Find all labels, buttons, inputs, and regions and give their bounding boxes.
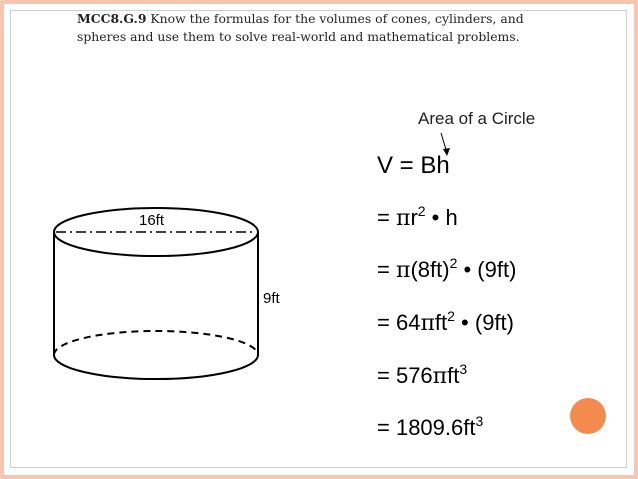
diameter-label: 16ft xyxy=(139,212,165,229)
equation-line-3 xyxy=(377,257,516,283)
equation-line-2 xyxy=(377,205,458,231)
eq4-exponent: 2 xyxy=(447,308,455,324)
eq4-suffix: • (9ft) xyxy=(454,310,514,335)
standard-line2: spheres and use them to solve real-world and mathematical problems. xyxy=(77,29,520,44)
eq6-prefix: = 1809.6ft xyxy=(377,415,476,440)
eq3-pi: π xyxy=(395,258,411,283)
eq2-pi: π xyxy=(395,206,411,231)
eq5-pi: π xyxy=(432,364,448,389)
standard-line1: Know the formulas for the volumes of cones, cylinders, and xyxy=(146,11,524,26)
equation-line-1: V = Bh xyxy=(377,152,450,179)
cylinder-bottom-front xyxy=(54,355,258,379)
equation-line-5 xyxy=(377,363,467,389)
eq5-prefix: = 576 xyxy=(377,363,433,388)
eq2-exponent: 2 xyxy=(417,203,426,219)
eq3-exponent: 2 xyxy=(449,255,458,271)
area-of-circle-label: Area of a Circle xyxy=(418,109,536,128)
equation-line-6 xyxy=(377,415,483,441)
cylinder-bottom-back xyxy=(54,331,258,355)
standard-code: MCC8.G.9 xyxy=(77,11,147,26)
eq3-suffix: • (9ft) xyxy=(457,257,517,282)
eq4-pi: π xyxy=(420,311,435,336)
height-label: 9ft xyxy=(263,290,280,307)
decorative-orange-circle xyxy=(570,398,606,434)
eq3-base: (8ft) xyxy=(410,257,450,282)
eq2-base: r xyxy=(410,205,418,230)
equation-line-4 xyxy=(377,310,514,336)
eq2-prefix: = xyxy=(377,205,396,230)
eq3-prefix: = xyxy=(377,257,396,282)
eq6-exponent: 3 xyxy=(475,413,484,429)
eq5-base: ft xyxy=(447,363,460,388)
eq4-base: ft xyxy=(434,310,448,335)
eq4-prefix: = 64 xyxy=(377,310,421,335)
eq2-suffix: • h xyxy=(425,205,458,230)
eq5-exponent: 3 xyxy=(459,361,468,377)
